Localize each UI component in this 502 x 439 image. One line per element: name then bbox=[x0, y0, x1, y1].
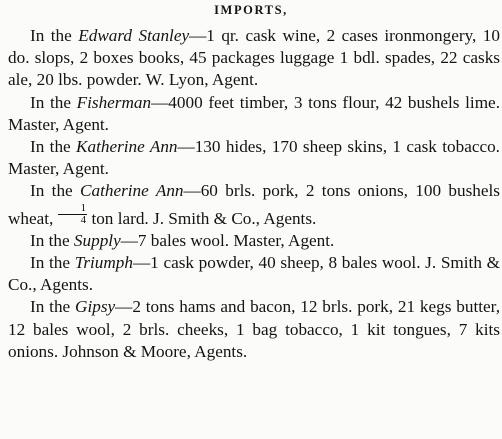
entry-prefix: In the bbox=[30, 297, 76, 317]
fraction-quarter bbox=[58, 203, 88, 226]
import-entry-gipsy bbox=[8, 296, 500, 363]
entry-prefix: In the bbox=[30, 26, 79, 45]
fraction-denominator: 4 bbox=[80, 213, 87, 226]
ship-name: Gipsy bbox=[75, 297, 116, 317]
ship-name: Catherine Ann bbox=[80, 181, 184, 201]
import-entry-catherine-ann bbox=[8, 180, 500, 229]
ship-name: Supply bbox=[73, 230, 121, 250]
import-entry-fisherman bbox=[8, 92, 500, 136]
import-entry-katherine-ann bbox=[8, 136, 500, 180]
ship-name: Triumph bbox=[74, 253, 133, 273]
entry-prefix: In the bbox=[30, 230, 74, 250]
ship-name: Fisherman bbox=[76, 92, 152, 112]
entry-prefix: In the bbox=[30, 181, 81, 201]
import-entry-triumph bbox=[8, 252, 500, 296]
entry-cargo-rest: ton lard. J. Smith & Co., Agents. bbox=[87, 208, 317, 228]
ship-name: Edward Stanley bbox=[78, 26, 190, 45]
entry-cargo: —7 bales wool. Master, Agent. bbox=[120, 230, 335, 250]
entry-cargo: —1 qr. cask wine, 2 cases ironmongery, 10 do. slops, 2 boxes books, 45 packages luggage 1 bdl. spades, 22 casks ale, 20 lbs. powder. W. Lyon, Agent. bbox=[8, 26, 500, 90]
import-entry-supply bbox=[8, 230, 500, 252]
section-heading: IMPORTS, bbox=[214, 3, 288, 17]
entry-prefix: In the bbox=[30, 253, 75, 273]
ship-name: Katherine Ann bbox=[76, 137, 178, 157]
entry-cargo: —130 hides, 170 sheep skins, 1 cask tobacco. Master, Agent. bbox=[8, 137, 500, 179]
import-entry-edward-stanley bbox=[8, 25, 500, 92]
imports-list bbox=[8, 25, 500, 363]
entry-cargo: —4000 feet timber, 3 tons flour, 42 bushels lime. Master, Agent. bbox=[8, 92, 500, 134]
entry-cargo: —60 brls. pork, 2 tons onions, 100 bushels wheat, bbox=[8, 181, 500, 228]
entry-prefix: In the bbox=[30, 92, 77, 112]
entry-cargo: —1 cask powder, 40 sheep, 8 bales wool. J. Smith & Co., Agents. bbox=[8, 253, 500, 295]
fraction-numerator: 1 bbox=[58, 203, 88, 215]
entry-prefix: In the bbox=[30, 137, 77, 157]
entry-cargo: —2 tons hams and bacon, 12 brls. pork, 21 kegs butter, 12 bales wool, 2 brls. cheeks, 1 bag tobacco, 1 kit tongues, 7 kits onions. Johnson & Moore, Agents. bbox=[8, 297, 500, 361]
